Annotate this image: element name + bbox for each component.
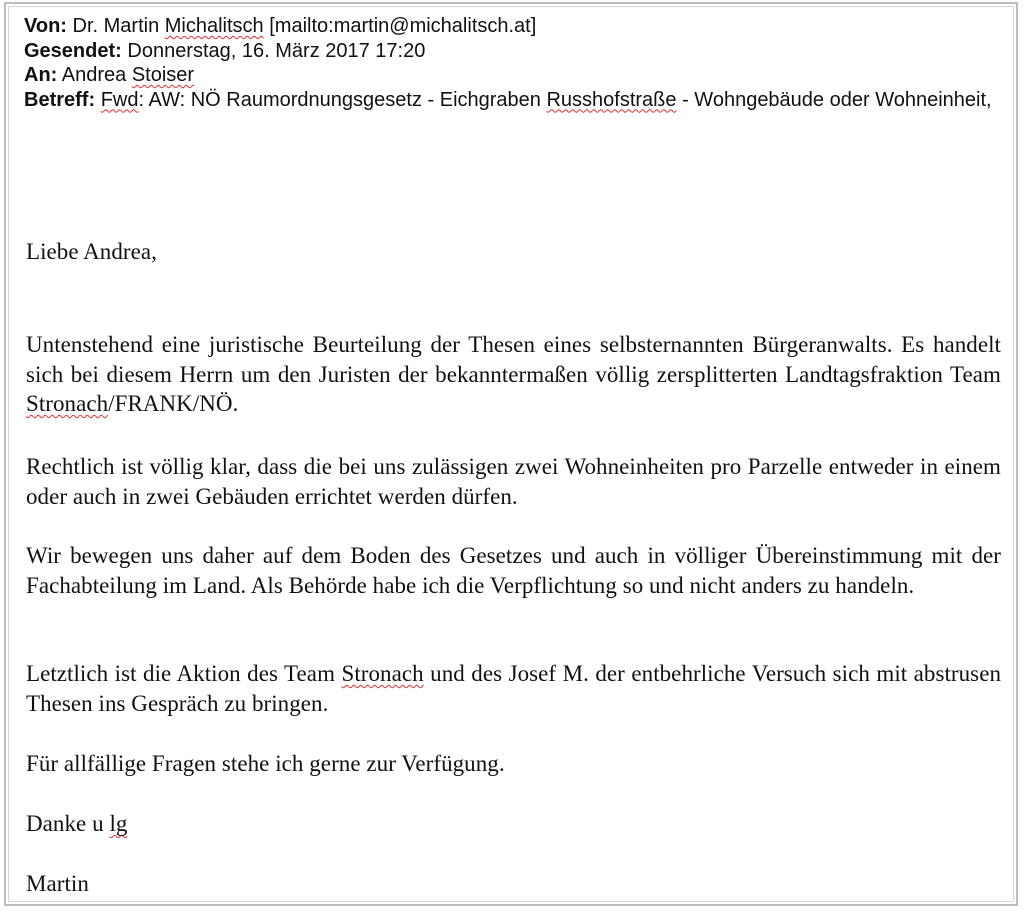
greeting [26,237,1001,267]
p4-post: und des Josef M. der entbehrliche Versuch sich mit abstrusen Thesen ins Gespräch zu bringen. [26,661,1001,716]
to-label: An: [24,64,58,86]
email-header [24,14,999,112]
from-row [24,14,999,39]
closing-pre: Danke u [26,811,110,836]
closing [26,809,1001,839]
closing-text [26,809,1001,839]
paragraph-1-text [26,330,1001,419]
subject-row [24,88,999,113]
sent-row [24,39,999,64]
paragraph-1 [26,330,1001,419]
email-document-frame [4,2,1018,906]
signature-text: Martin [26,871,89,896]
subject-label: Betreff: [24,88,96,111]
from-label: Von: [24,15,67,37]
from-value-pre: Dr. Martin [72,15,165,37]
paragraph-5-text: Für allfällige Fragen stehe ich gerne zur Verfügung. [26,751,505,776]
sent-label: Gesendet: [24,39,122,62]
p1-pre: Untenstehend eine juristische Beurteilung der Thesen eines selbsternannten Bürgeranwalts. Es handelt sich bei diesem Herrn um den Juristen der bekanntermaßen völlig zersplitterten Landtagsfraktion Team [26,332,1001,387]
closing-lg-spellcheck: lg [109,811,128,836]
from-value-post: [mailto:martin@michalitsch.at] [263,15,537,37]
sent-value: Donnerstag, 16. März 2017 17:20 [127,39,426,62]
p4-stronach-spellcheck: Stronach [341,661,424,686]
to-value-pre: Andrea [61,64,132,86]
paragraph-4 [26,659,1001,718]
paragraph-5 [26,749,1001,779]
p1-post: /FRANK/NÖ. [108,391,239,416]
paragraph-4-text [26,659,1001,718]
to-name-spellcheck: Stoiser [131,64,195,86]
subject-post: - Wohngebäude oder Wohneinheit, [676,88,992,111]
from-name-spellcheck: Michalitsch [164,15,264,37]
p4-pre: Letztlich ist die Aktion des Team [26,661,342,686]
signature [26,869,1001,899]
greeting-text: Liebe Andrea, [26,239,157,264]
subject-street-spellcheck: Russhofstraße [546,88,677,111]
to-row [24,63,999,88]
paragraph-3 [26,541,1001,600]
p1-stronach-spellcheck: Stronach [26,391,109,416]
paragraph-2-text: Rechtlich ist völlig klar, dass die bei uns zulässigen zwei Wohneinheiten pro Parzelle entweder in einem oder auch in zwei Gebäuden errichtet werden dürfen. [26,454,1001,509]
paragraph-2 [26,452,1001,511]
subject-fwd-spellcheck: Fwd [100,88,139,111]
subject-mid: : AW: NÖ Raumordnungsgesetz - Eichgraben [138,88,547,111]
paragraph-3-text: Wir bewegen uns daher auf dem Boden des Gesetzes und auch in völliger Übereinstimmung mit der Fachabteilung im Land. Als Behörde habe ich die Verpflichtung so und nicht anders zu handeln. [26,543,1001,598]
